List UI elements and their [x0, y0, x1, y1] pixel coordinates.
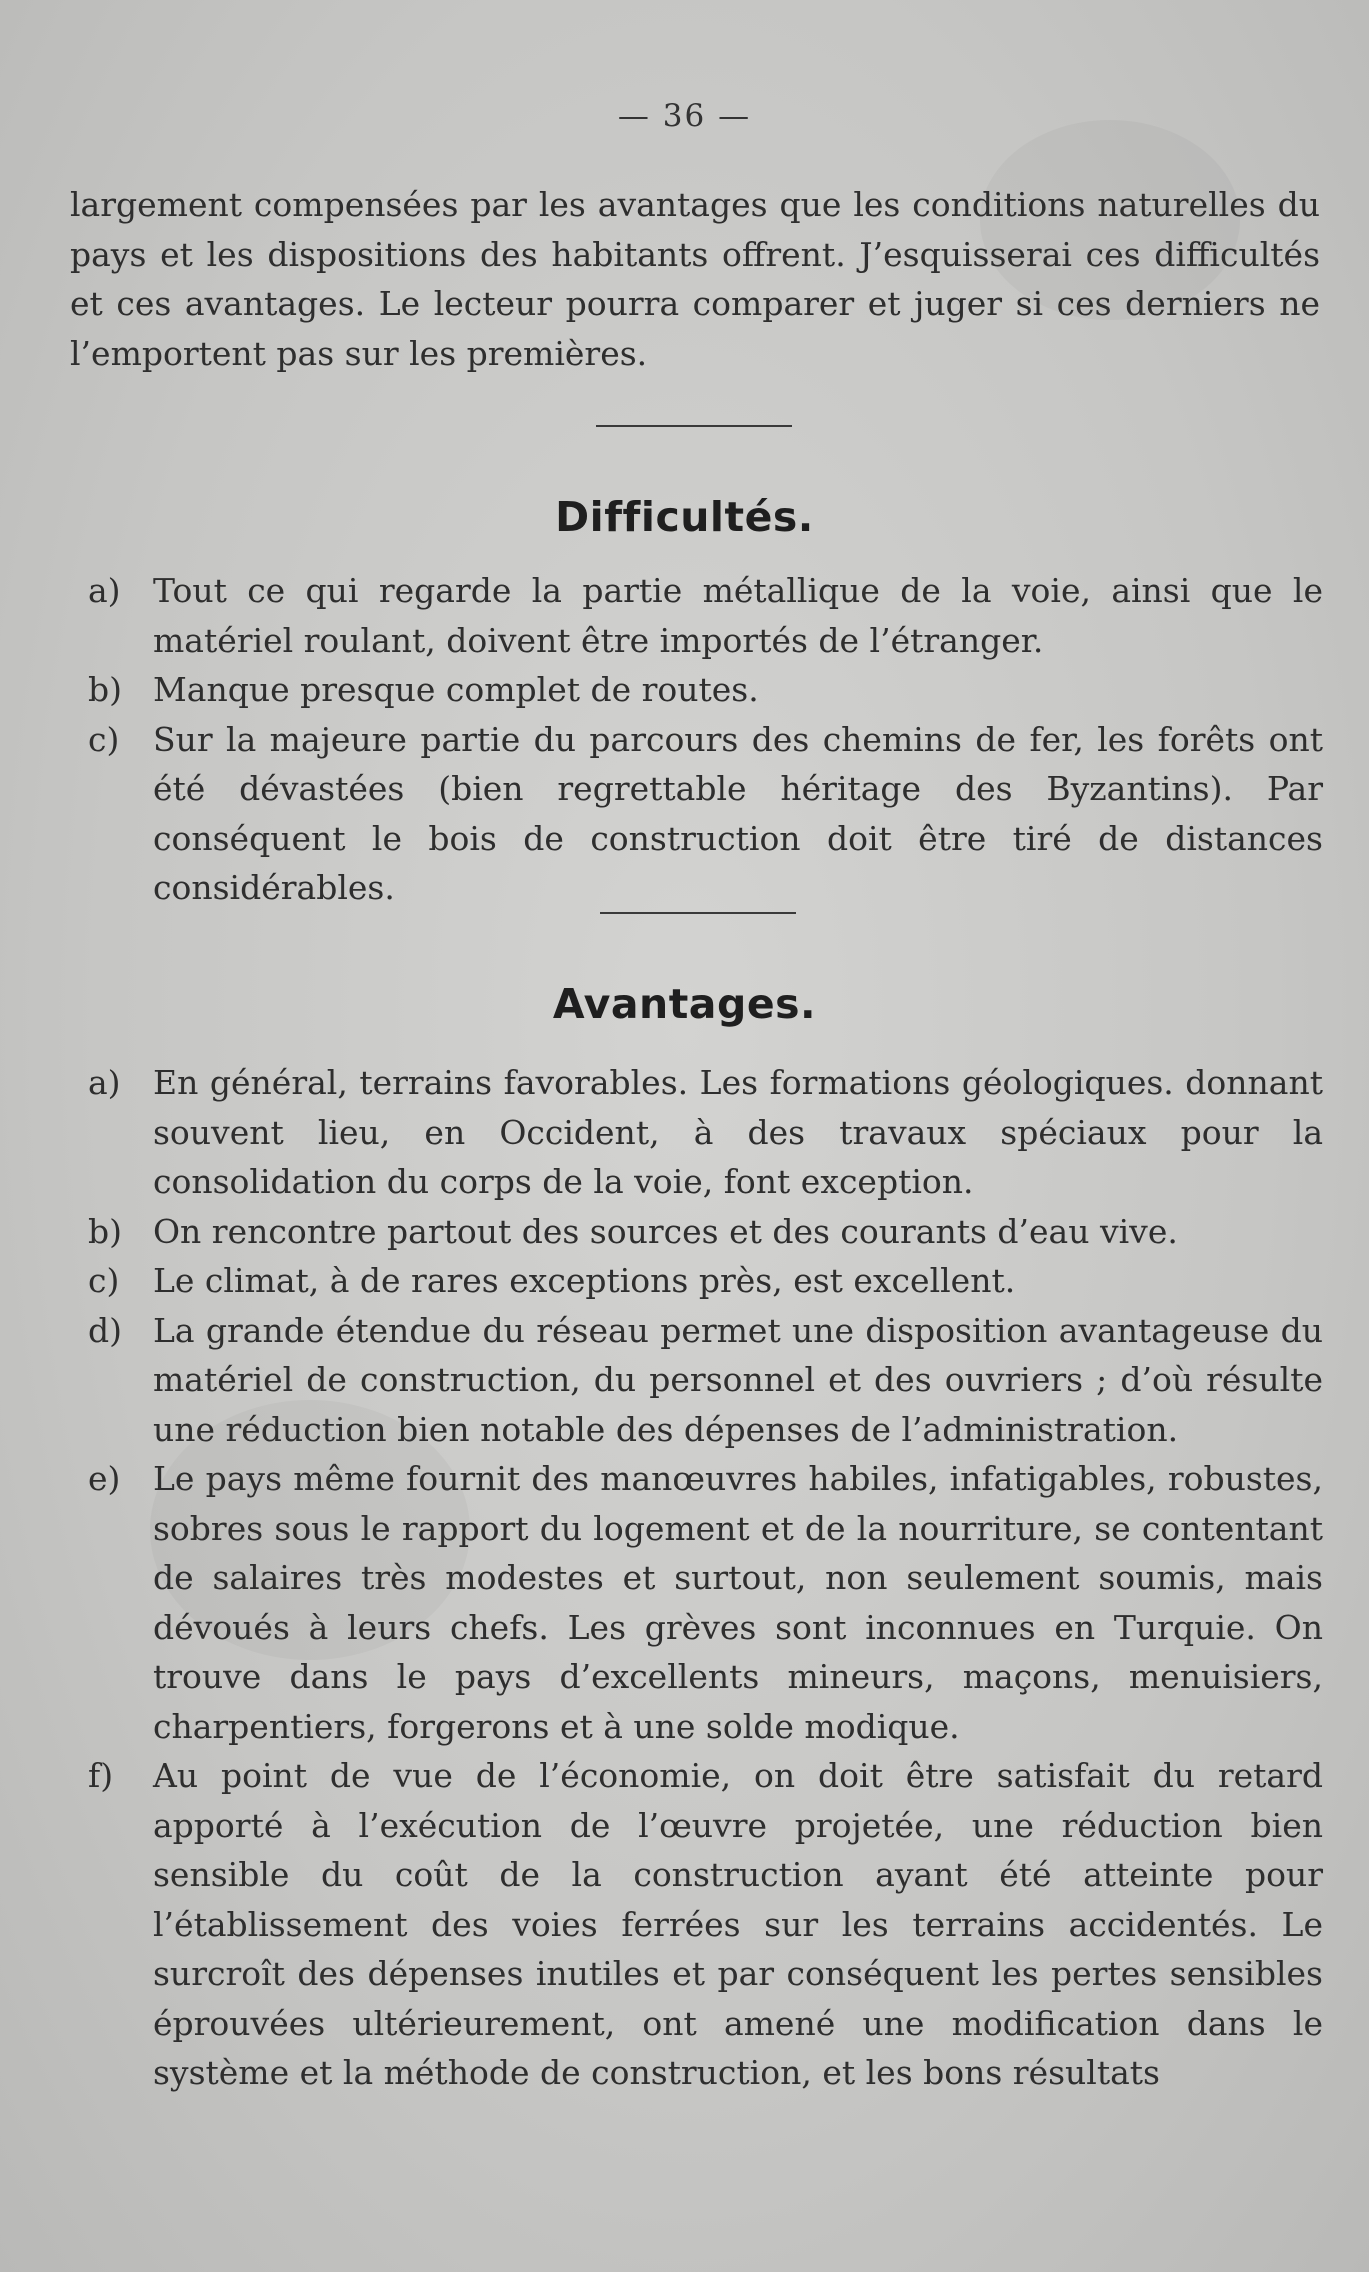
list-item [88, 1306, 1323, 1455]
item-marker: b) [88, 670, 122, 709]
item-marker: d) [88, 1310, 122, 1350]
list-item [88, 1751, 1323, 2098]
difficultes-list [88, 566, 1323, 913]
item-text: La grande étendue du réseau permet une disposition avantageuse du matériel de construction, du personnel et des ouvriers ; d’où résulte une réduction bien notable des dépenses de l’administration. [153, 1310, 1323, 1449]
list-item [88, 1256, 1323, 1306]
item-marker: c) [88, 1261, 120, 1300]
list-item [88, 1058, 1323, 1207]
section-divider [596, 425, 792, 427]
section-heading-difficultes: Difficultés. [555, 493, 814, 541]
item-text: Sur la majeure partie du parcours des chemins de fer, les forêts ont été dévastées (bien regrettable héritage des Byzantins). Par conséquent le bois de construction doit être tiré de distances considérables. [153, 719, 1323, 907]
list-item [88, 715, 1323, 913]
item-marker: c) [88, 719, 120, 759]
section-heading-avantages: Avantages. [552, 980, 817, 1028]
item-text: Tout ce qui regarde la partie métallique de la voie, ainsi que le matériel roulant, doivent être importés de l’étranger. [153, 571, 1323, 660]
avantages-list [88, 1058, 1323, 2098]
page-number: — 36 — [617, 98, 752, 134]
item-marker: e) [88, 1459, 121, 1498]
item-text: Le pays même fournit des manœuvres habiles, infatigables, robustes, sobres sous le rapport du logement et de la nourriture, se contentant de salaires très modestes et surtout, non seulement soumis, mais dévoués à leurs chefs. Les grèves sont inconnues en Turquie. On trouve dans le pays d’excellents mineurs, maçons, menuisiers, charpentiers, forgerons et à une solde modique. [153, 1459, 1323, 1746]
item-marker: a) [88, 571, 121, 610]
intro-paragraph: largement compensées par les avantages que les conditions naturelles du pays et les dispositions des habitants offrent. J’esquisserai ces difficultés et ces avantages. Le lecteur pourra comparer et juger si ces derniers ne l’emportent pas sur les premières. [70, 185, 1320, 373]
list-item [88, 566, 1323, 665]
section-divider [600, 912, 796, 914]
list-item [88, 665, 1323, 715]
item-marker: a) [88, 1063, 121, 1102]
item-text: On rencontre partout des sources et des courants d’eau vive. [153, 1211, 1178, 1251]
item-text: Au point de vue de l’économie, on doit être satisfait du retard apporté à l’exécution de l’œuvre projetée, une réduction bien sensible du coût de la construction ayant été atteinte pour l’établissement des voies ferrées sur les terrains accidentés. Le surcroît des dépenses inutiles et par conséquent les pertes sensibles éprouvées ultérieurement, ont amené une modification dans le système et la méthode de construction, et les bons résultats [153, 1756, 1323, 2092]
item-text: Manque presque complet de routes. [153, 670, 759, 709]
list-item [88, 1454, 1323, 1751]
item-marker: b) [88, 1211, 122, 1251]
item-marker: f) [88, 1756, 114, 1795]
item-text: Le climat, à de rares exceptions près, est excellent. [153, 1261, 1016, 1300]
list-item [88, 1207, 1323, 1257]
item-text: En général, terrains favorables. Les formations géologiques. donnant souvent lieu, en Occident, à des travaux spéciaux pour la consolidation du corps de la voie, font exception. [153, 1063, 1323, 1201]
